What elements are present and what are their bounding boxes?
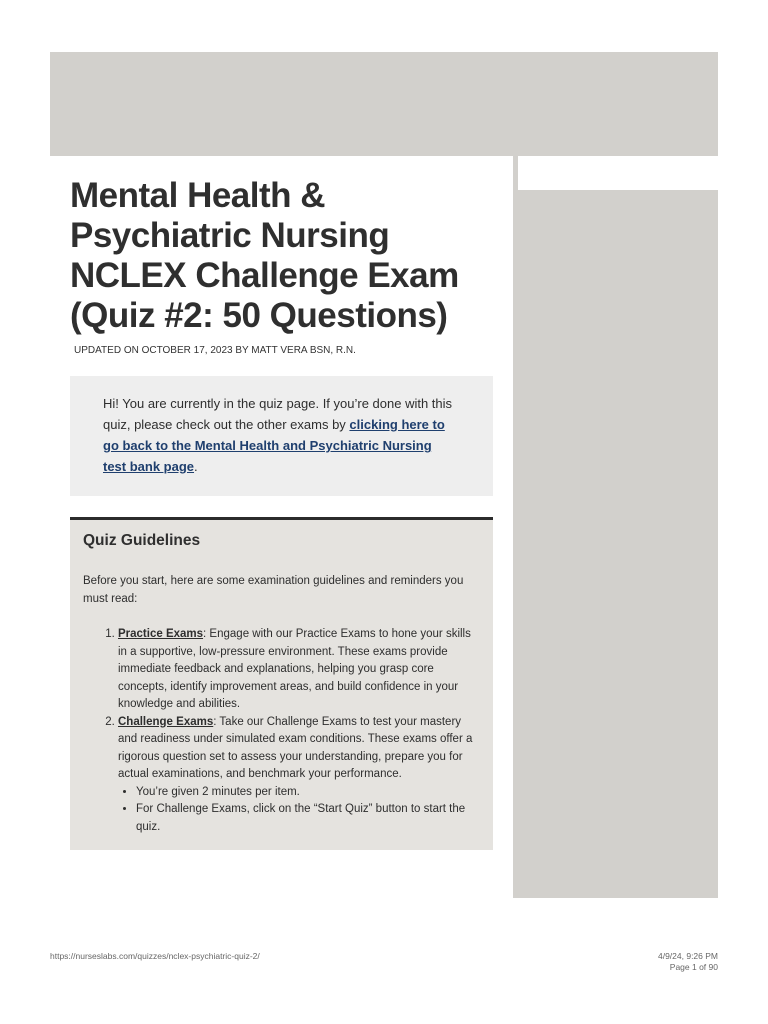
guideline-label-challenge: Challenge Exams xyxy=(118,715,214,728)
page-title: Mental Health & Psychiatric Nursing NCLEX Challenge Exam (Quiz #2: 50 Questions) xyxy=(70,176,459,335)
footer-meta xyxy=(658,951,718,973)
quiz-guidelines-box xyxy=(70,517,493,850)
guideline-text-practice: : Engage with our Practice Exams to hone your skills in a supportive, low-pressure environment. These exams provide immediate feedback and explanations, helping you grasp core concepts, identify improvement areas, and build confidence in your knowledge and abilities. xyxy=(118,628,471,710)
guidelines-intro: Before you start, here are some examination guidelines and reminders you must read: xyxy=(83,575,464,605)
notice-text: Hi! You are currently in the quiz page. If you’re done with this quiz, please check out the other exams by xyxy=(103,396,453,432)
test-bank-link[interactable]: clicking here to go back to the Mental Health and Psychiatric Nursing test bank page xyxy=(103,417,445,474)
challenge-bullet: • You’re given 2 minutes per item. xyxy=(136,784,481,802)
guideline-item-challenge xyxy=(118,714,481,837)
top-ad-banner xyxy=(50,52,718,156)
challenge-bullets xyxy=(118,784,481,837)
footer-page-number: Page 1 of 90 xyxy=(669,962,718,972)
guidelines-heading: Quiz Guidelines xyxy=(83,532,201,549)
notice-text-end: . xyxy=(194,459,198,474)
guideline-label-practice: Practice Exams xyxy=(118,628,204,640)
footer-url: https://nurseslabs.com/quizzes/nclex-psychiatric-quiz-2/ xyxy=(50,951,260,961)
guideline-item-practice xyxy=(118,626,481,714)
article-main xyxy=(70,176,493,850)
guideline-text-challenge: : Take our Challenge Exams to test your mastery and readiness under simulated exam conditions. These exams offer a rigorous question set to assess your understanding, prepare you for actual examinations, and benchmark your performance. xyxy=(118,715,473,780)
challenge-bullet: • For Challenge Exams, click on the “Start Quiz” button to start the quiz. xyxy=(136,801,481,836)
sidebar-ad-placeholder xyxy=(513,190,718,898)
footer-datetime: 4/9/24, 9:26 PM xyxy=(657,951,718,961)
article-byline: UPDATED ON OCTOBER 17, 2023 BY MATT VERA BSN, R.N. xyxy=(74,345,356,356)
sidebar-divider xyxy=(513,156,518,190)
quiz-notice-box xyxy=(70,376,493,496)
guidelines-list xyxy=(83,626,481,836)
